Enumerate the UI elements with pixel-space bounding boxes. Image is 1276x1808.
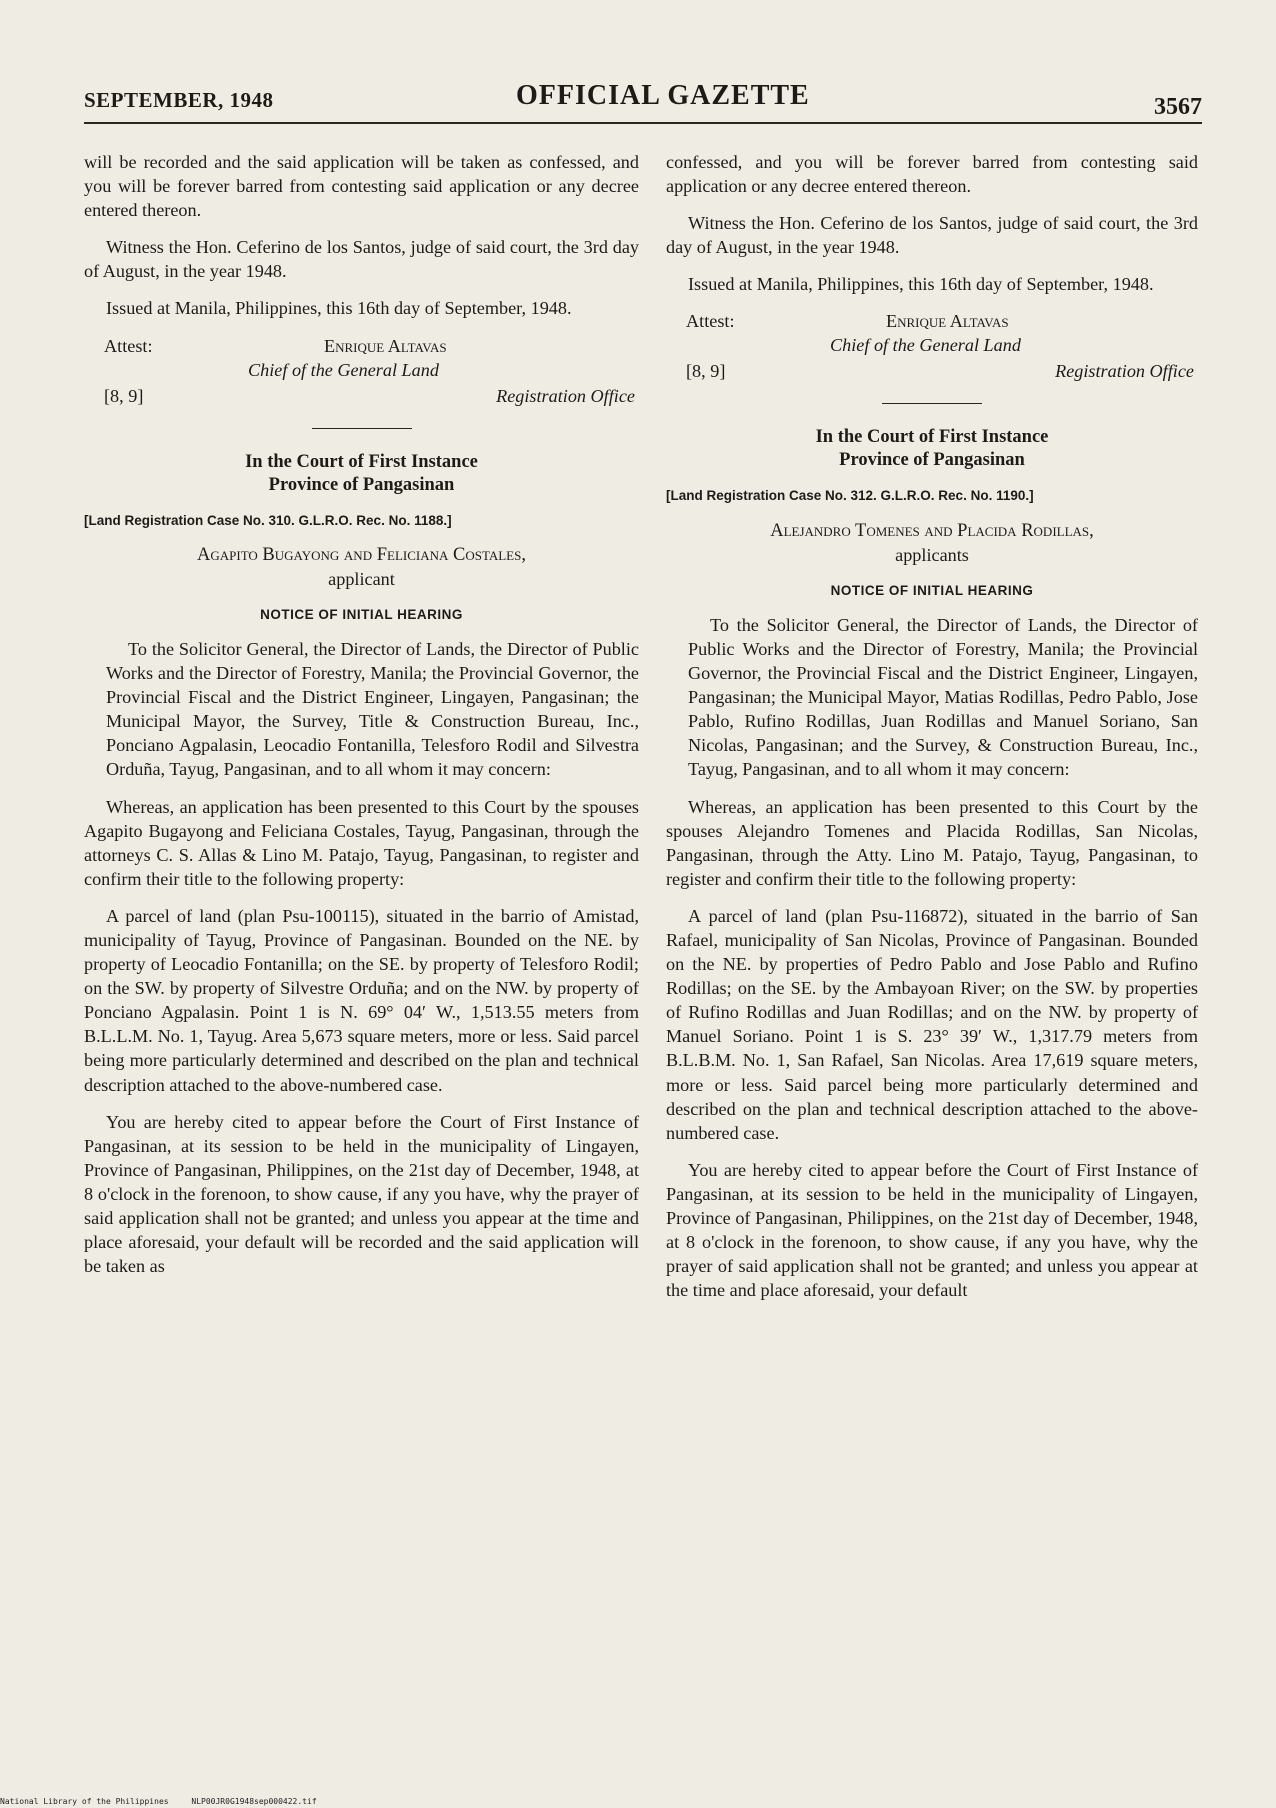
signatory-title-line1: Chief of the General Land bbox=[248, 359, 439, 380]
issued-paragraph: Issued at Manila, Philippines, this 16th day of September, 1948. bbox=[106, 298, 572, 319]
applicant-block bbox=[84, 543, 639, 591]
court-heading bbox=[84, 451, 639, 497]
signatory-title-line1: Chief of the General Land bbox=[830, 335, 1021, 356]
whereas-paragraph: Whereas, an application has been presented to this Court by the spouses Agapito Bugayong and Feliciana Costales, Tayug, Pangasinan, through the attorneys C. S. Allas & Lino M. Patajo, Tayug, Pangasinan, to register and confirm their title to the following property: bbox=[84, 796, 639, 889]
signature-block bbox=[666, 309, 1198, 389]
applicant-block bbox=[666, 519, 1198, 567]
whereas-paragraph: Whereas, an application has been presented to this Court by the spouses Alejandro Tomenes and Placida Rodillas, San Nicolas, Pangasinan, through the Atty. Lino M. Patajo, Tayug, Pangasinan, to register and confirm their title to the following property: bbox=[666, 796, 1198, 889]
court-line1: In the Court of First Instance bbox=[245, 451, 478, 472]
library-credit: National Library of the Philippines bbox=[0, 1797, 169, 1806]
issue-tag: [8, 9] bbox=[686, 361, 726, 382]
attest-label: Attest: bbox=[686, 311, 735, 332]
notice-heading: NOTICE OF INITIAL HEARING bbox=[830, 582, 1034, 598]
citation-paragraph: You are hereby cited to appear before the Court of First Instance of Pangasinan, at its session to be held in the municipality of Lingayen, Province of Pangasinan, Philippines, on the 21st day of December, 1948, at 8 o'clock in the forenoon, to show cause, if any you have, why the prayer of said application shall not be granted; and unless you appear at the time and place aforesaid, your default will be recorded and the said application will be taken as bbox=[84, 1111, 639, 1277]
issue-tag: [8, 9] bbox=[104, 385, 144, 406]
section-divider bbox=[312, 428, 412, 429]
parcel-paragraph: A parcel of land (plan Psu-116872), situated in the barrio of San Rafael, municipality of San Nicolas, Province of Pangasinan. Bounded on the NE. by properties of Pedro Pablo and Jose Pablo and Rufino Rodillas; on the SE. by the Ambayoan River; on the SW. by properties of Rufino Rodillas and Juan Rodillas; and on the NW. by property of Manuel Soriano. Point 1 is S. 23° 39′ W., 1,317.79 meters from B.L.B.M. No. 1, San Rafael, San Nicolas. Area 17,619 square meters, more or less. Said parcel being more particularly determined and described on the plan and technical description attached to the above-numbered case. bbox=[666, 905, 1198, 1143]
applicant-role: applicant bbox=[328, 568, 395, 589]
applicant-names: Alejandro Tomenes and Placida Rodillas, bbox=[770, 520, 1094, 541]
scan-footer bbox=[0, 1797, 317, 1806]
notice-heading: NOTICE OF INITIAL HEARING bbox=[260, 606, 463, 622]
continued-paragraph: will be recorded and the said application will be taken as confessed, and you will be forever barred from contesting said application or any decree entered thereon. bbox=[84, 152, 639, 221]
parcel-paragraph: A parcel of land (plan Psu-100115), situated in the barrio of Amistad, municipality of Tayug, Province of Pangasinan. Bounded on the NE. by property of Leocadio Fontanilla; on the SE. by property of Telesforo Rodil; on the SW. by property of Silvestre Orduña; and on the NW. by property of Ponciano Agpalasin. Point 1 is N. 69° 04′ W., 1,513.55 meters from B.L.L.M. No. 1, Tayug. Area 5,673 square meters, more or less. Said parcel being more particularly determined and described on the plan and technical description attached to the above-numbered case. bbox=[84, 905, 639, 1095]
court-line2: Province of Pangasinan bbox=[268, 474, 455, 495]
publication-title: OFFICIAL GAZETTE bbox=[516, 80, 810, 111]
witness-paragraph: Witness the Hon. Ceferino de los Santos, judge of said court, the 3rd day of August, in the year 1948. bbox=[666, 213, 1198, 258]
case-reference: [Land Registration Case No. 310. G.L.R.O. Rec. No. 1188.] bbox=[84, 512, 452, 528]
issued-paragraph: Issued at Manila, Philippines, this 16th day of September, 1948. bbox=[688, 274, 1154, 295]
court-heading bbox=[666, 426, 1198, 472]
signatory-name: Enrique Altavas bbox=[324, 335, 447, 356]
scan-file-id: NLP00JR0G1948sep000422.tif bbox=[191, 1797, 317, 1806]
applicant-names: Agapito Bugayong and Feliciana Costales, bbox=[197, 544, 526, 565]
page-number: 3567 bbox=[1154, 94, 1202, 120]
citation-paragraph: You are hereby cited to appear before the Court of First Instance of Pangasinan, at its session to be held in the municipality of Lingayen, Province of Pangasinan, Philippines, on the 21st day of December, 1948, at 8 o'clock in the forenoon, to show cause, if any you have, why the prayer of said application shall not be granted; and unless you appear at the time and place aforesaid, your default bbox=[666, 1159, 1198, 1301]
addressees-paragraph: To the Solicitor General, the Director of Lands, the Director of Public Works and the Director of Forestry, Manila; the Provincial Governor, the Provincial Fiscal and the District Engineer, Lingayen, Pangasinan; the Municipal Mayor, Matias Rodillas, Pedro Pablo, Jose Pablo, Rufino Rodillas, Juan Rodillas and Manuel Soriano, San Nicolas, Pangasinan; and the Survey, & Construction Bureau, Inc., Tayug, Pangasinan, and to all whom it may concern: bbox=[688, 614, 1198, 780]
page-header bbox=[84, 78, 1202, 124]
continued-paragraph: confessed, and you will be forever barred from contesting said application or any decree entered thereon. bbox=[666, 152, 1198, 197]
issue-date: SEPTEMBER, 1948 bbox=[84, 88, 274, 112]
witness-paragraph: Witness the Hon. Ceferino de los Santos, judge of said court, the 3rd day of August, in the year 1948. bbox=[84, 237, 639, 282]
header-rule bbox=[84, 122, 1202, 124]
left-column bbox=[84, 150, 639, 1291]
attest-label: Attest: bbox=[104, 335, 153, 356]
applicant-role: applicants bbox=[895, 544, 969, 565]
court-line1: In the Court of First Instance bbox=[815, 427, 1049, 448]
right-column bbox=[666, 150, 1198, 1315]
section-divider bbox=[882, 403, 982, 404]
case-reference: [Land Registration Case No. 312. G.L.R.O. Rec. No. 1190.] bbox=[666, 488, 1034, 504]
signatory-title-line2: Registration Office bbox=[496, 385, 635, 406]
signatory-name: Enrique Altavas bbox=[886, 311, 1009, 332]
signatory-title-line2: Registration Office bbox=[1055, 361, 1194, 382]
court-line2: Province of Pangasinan bbox=[839, 450, 1025, 471]
signature-block bbox=[84, 334, 639, 414]
addressees-paragraph: To the Solicitor General, the Director of Lands, the Director of Public Works and the Director of Forestry, Manila; the Provincial Governor, the Provincial Fiscal and the District Engineer, Lingayen, Pangasinan; the Municipal Mayor, the Survey, Title & Construction Bureau, Inc., Ponciano Agpalasin, Leocadio Fontanilla, Telesforo Rodil and Silvestra Orduña, Tayug, Pangasinan, and to all whom it may concern: bbox=[106, 638, 639, 780]
